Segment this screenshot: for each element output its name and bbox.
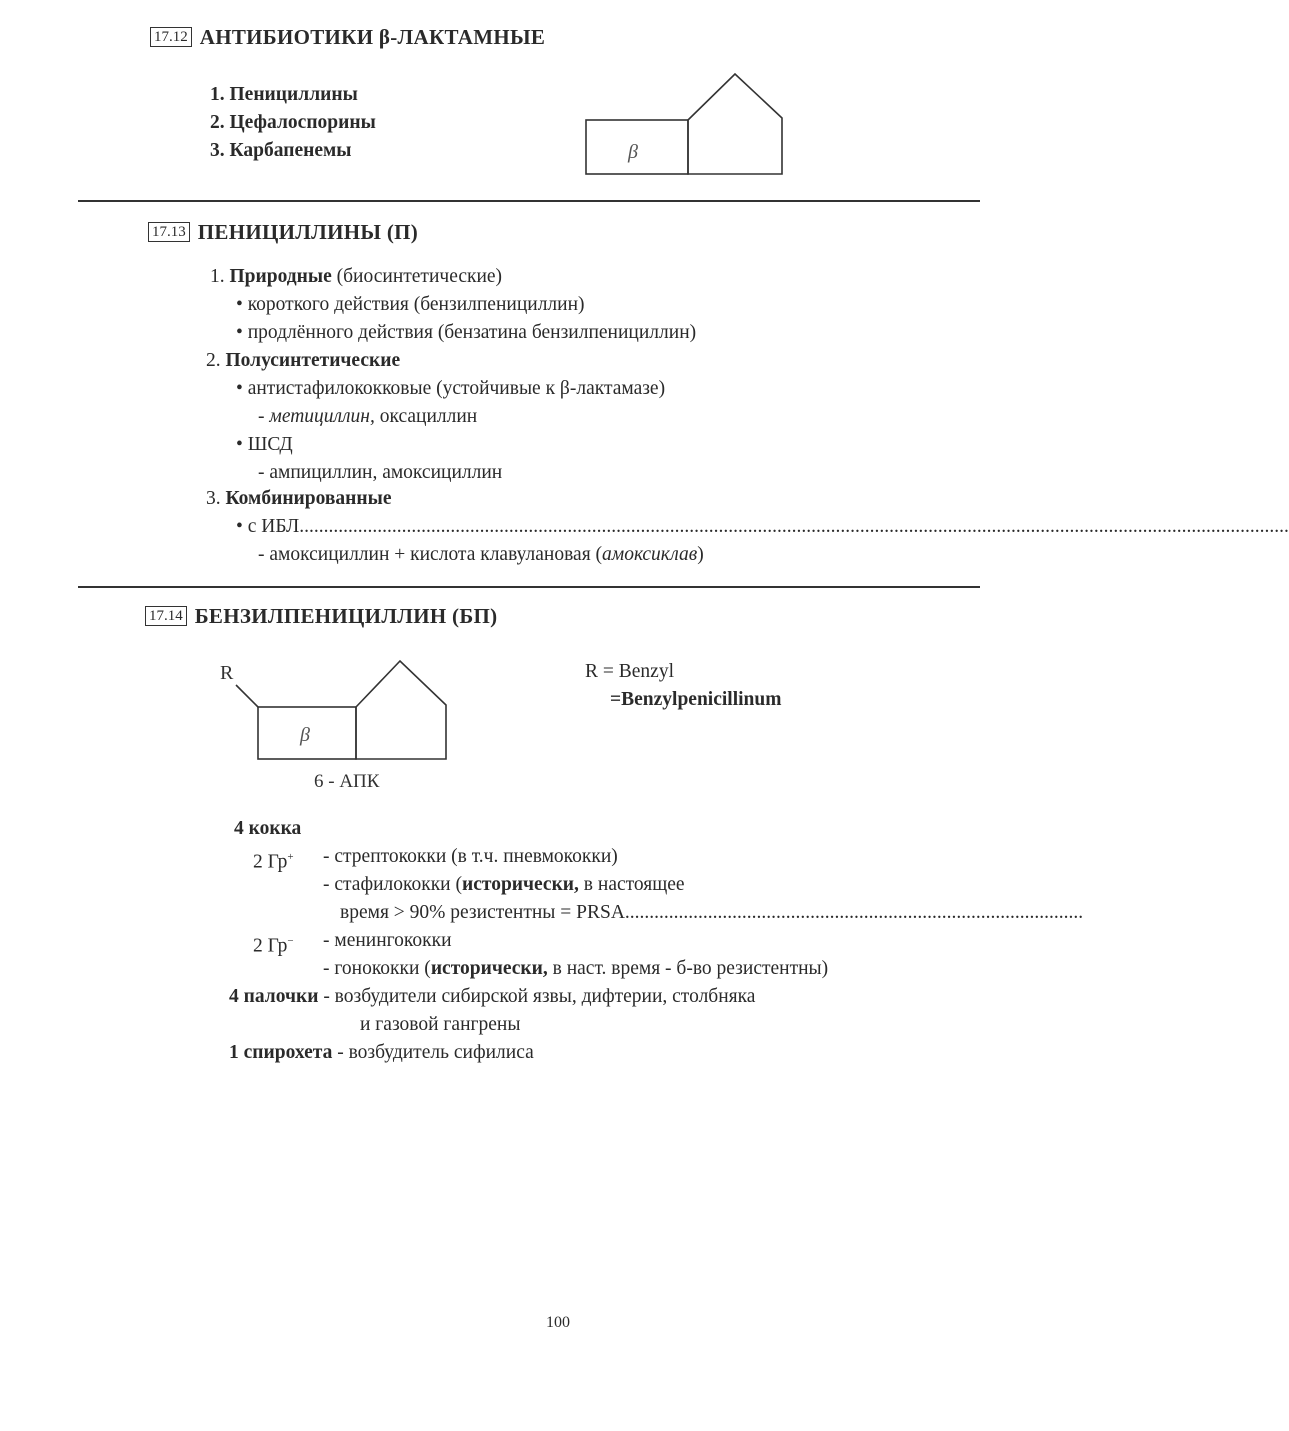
section-title: ПЕНИЦИЛЛИНЫ (П) (197, 220, 419, 244)
ring-label: β (628, 141, 638, 163)
section-number: 17.12 (150, 27, 192, 47)
list-item: - гонококки (исторически, в наст. время - б-во резистентны) (323, 958, 829, 979)
section-title: АНТИБИОТИКИ β-ЛАКТАМНЫЕ (199, 25, 546, 49)
section-number: 17.14 (145, 606, 187, 626)
list-item: время > 90% резистентны = PRSA.............................................................................................. (340, 902, 1084, 923)
list-item: - менингококки (323, 930, 452, 951)
section-17-12-header (150, 25, 545, 50)
ring-label: β (300, 724, 310, 746)
group-combined: 3. Комбинированные (206, 488, 392, 509)
6-apk-structure-diagram (210, 655, 460, 800)
divider (78, 586, 980, 588)
page-number: 100 (546, 1314, 570, 1331)
group-semisynthetic: 2. Полусинтетические (206, 350, 401, 371)
section-number: 17.13 (148, 222, 190, 242)
section-17-14-header (145, 604, 497, 629)
list-item: - ампициллин, амоксициллин (258, 462, 503, 483)
list-item: 2. Цефалоспорины (210, 112, 376, 133)
cocci-title: 4 кокка (234, 818, 302, 839)
apk-label: 6 - АПК (314, 771, 380, 792)
list-item: • короткого действия (бензилпенициллин) (236, 294, 585, 315)
beta-lactam-ring-diagram (580, 70, 790, 180)
list-item: • антистафилококковые (устойчивые к β-лактамазе) (236, 378, 666, 399)
group-natural: 1. Природные (биосинтетические) (210, 266, 503, 287)
gram-positive-label: 2 Гр+ (253, 851, 294, 873)
section-title: БЕНЗИЛПЕНИЦИЛЛИН (БП) (194, 604, 498, 628)
list-item: - метициллин, оксациллин (258, 406, 478, 427)
section-17-13-header (148, 220, 418, 245)
list-item: - амоксициллин + кислота клавулановая (амоксиклав) (258, 544, 704, 565)
list-item: 1. Пенициллины (210, 84, 358, 105)
list-item: и газовой гангрены (360, 1014, 521, 1035)
list-item: 1 спирохета - возбудитель сифилиса (229, 1042, 534, 1063)
divider (78, 200, 980, 202)
list-item: • с ИБЛ........................................................................................................................................................................................................... (236, 516, 1289, 537)
list-item: - стафилококки (исторически, в настоящее (323, 874, 685, 895)
list-item: 4 палочки - возбудители сибирской язвы, дифтерии, столбняка (229, 986, 756, 1007)
drug-latin-name: =Benzylpenicillinum (610, 689, 782, 710)
list-item: • продлённого действия (бензатина бензилпенициллин) (236, 322, 697, 343)
gram-negative-label: 2 Гр− (253, 935, 294, 957)
list-item: • ШСД (236, 434, 293, 455)
list-item: 3. Карбапенемы (210, 140, 352, 161)
r-group-label: R (220, 662, 234, 684)
r-definition: R = Benzyl (585, 661, 674, 682)
list-item: - стрептококки (в т.ч. пневмококки) (323, 846, 618, 867)
